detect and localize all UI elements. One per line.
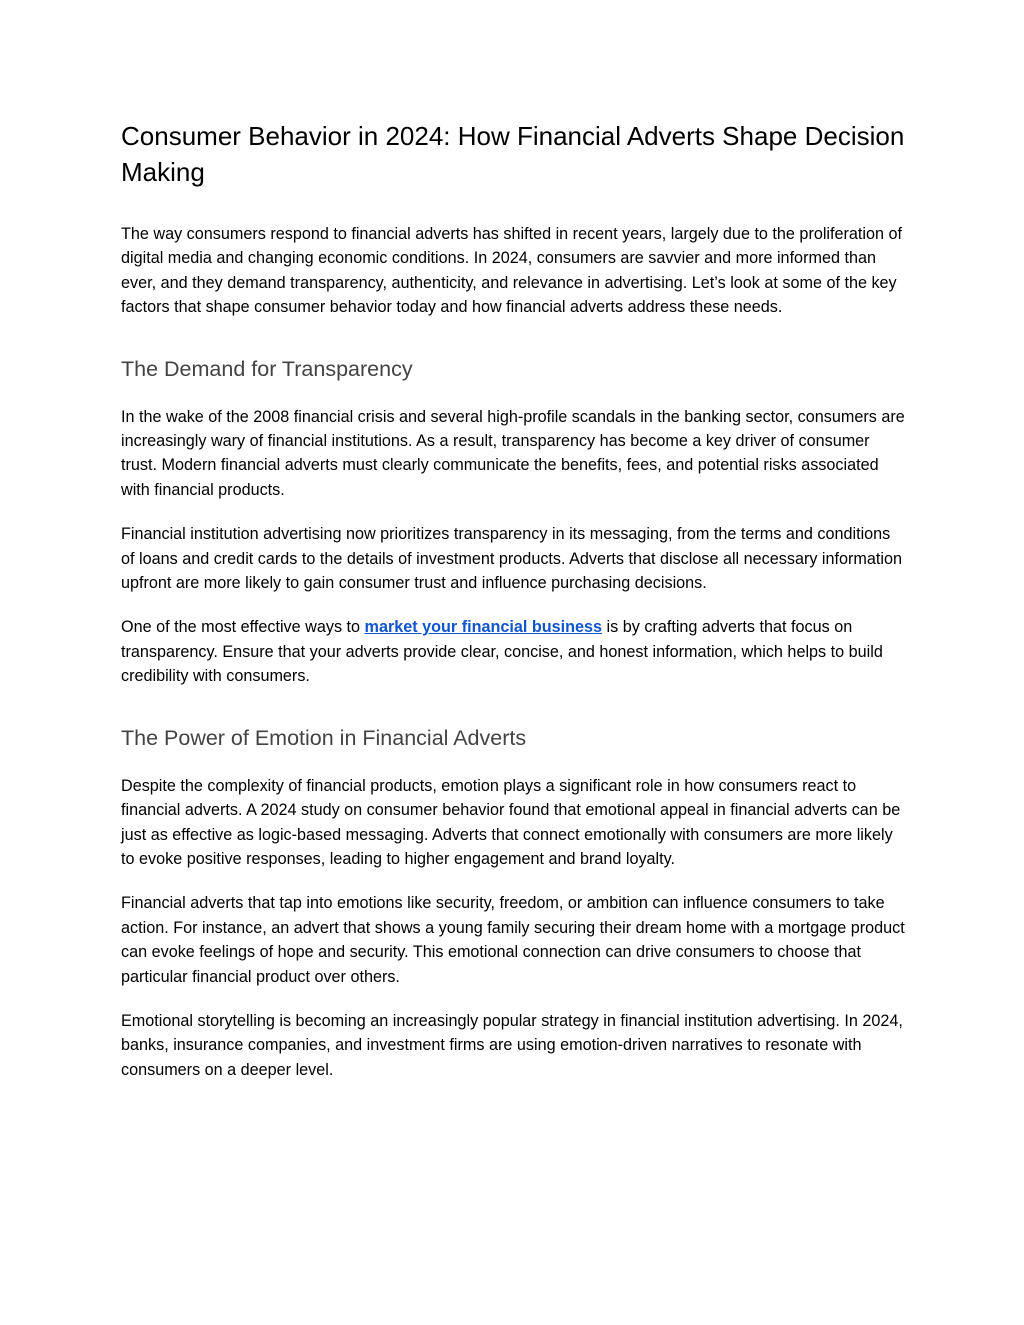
intro-paragraph: The way consumers respond to financial adverts has shifted in recent years, largely due to the proliferation of digital media and changing economic conditions. In 2024, consumers are savvier and more informed than ever, and they demand transparency, authenticity, and relevance in advertising. Let’s look at some of the key factors that shape consumer behavior today and how financial adverts address these needs. <box>121 225 903 317</box>
section-heading-transparency: The Demand for Transparency <box>121 356 413 381</box>
emotion-paragraph-3: Emotional storytelling is becoming an increasingly popular strategy in financial institution advertising. In 2024, banks, insurance companies, and investment firms are using emotion-driven narratives to resonate with consumers on a deeper level. <box>121 1011 903 1079</box>
market-financial-business-link[interactable]: market your financial business <box>364 618 603 637</box>
link-paragraph-lead: One of the most effective ways to <box>121 618 365 637</box>
transparency-paragraph-1: In the wake of the 2008 financial crisis and several high-profile scandals in the banking sector, consumers are increasingly wary of financial institutions. As a result, transparency has become a key driver of consumer trust. Modern financial adverts must clearly communicate the benefits, fees, and potential risks associated with financial products. <box>121 407 905 499</box>
section-heading-emotion: The Power of Emotion in Financial Adverts <box>121 725 527 750</box>
transparency-paragraph-3 <box>121 615 907 688</box>
emotion-paragraph-1: Despite the complexity of financial products, emotion plays a significant role in how consumers react to financial adverts. A 2024 study on consumer behavior found that emotional appeal in financial adverts can be just as effective as logic-based messaging. Adverts that connect emotionally with consumers are more likely to evoke positive responses, leading to higher engagement and brand loyalty. <box>121 776 901 868</box>
emotion-paragraph-2: Financial adverts that tap into emotions like security, freedom, or ambition can influence consumers to take action. For instance, an advert that shows a young family securing their dream home with a mortgage product can evoke feelings of hope and security. This emotional connection can drive consumers to choose that particular financial product over others. <box>121 894 905 986</box>
document-title: Consumer Behavior in 2024: How Financial Adverts Shape Decision Making <box>121 121 905 187</box>
document-page <box>121 118 907 1102</box>
link-paragraph-tail: is by crafting adverts that focus on transparency. Ensure that your adverts provide clear, concise, and honest information, which helps to build credibility with consumers. <box>121 618 883 686</box>
transparency-paragraph-2: Financial institution advertising now prioritizes transparency in its messaging, from the terms and conditions of loans and credit cards to the details of investment products. Adverts that disclose all necessary information upfront are more likely to gain consumer trust and influence purchasing decisions. <box>121 525 902 593</box>
